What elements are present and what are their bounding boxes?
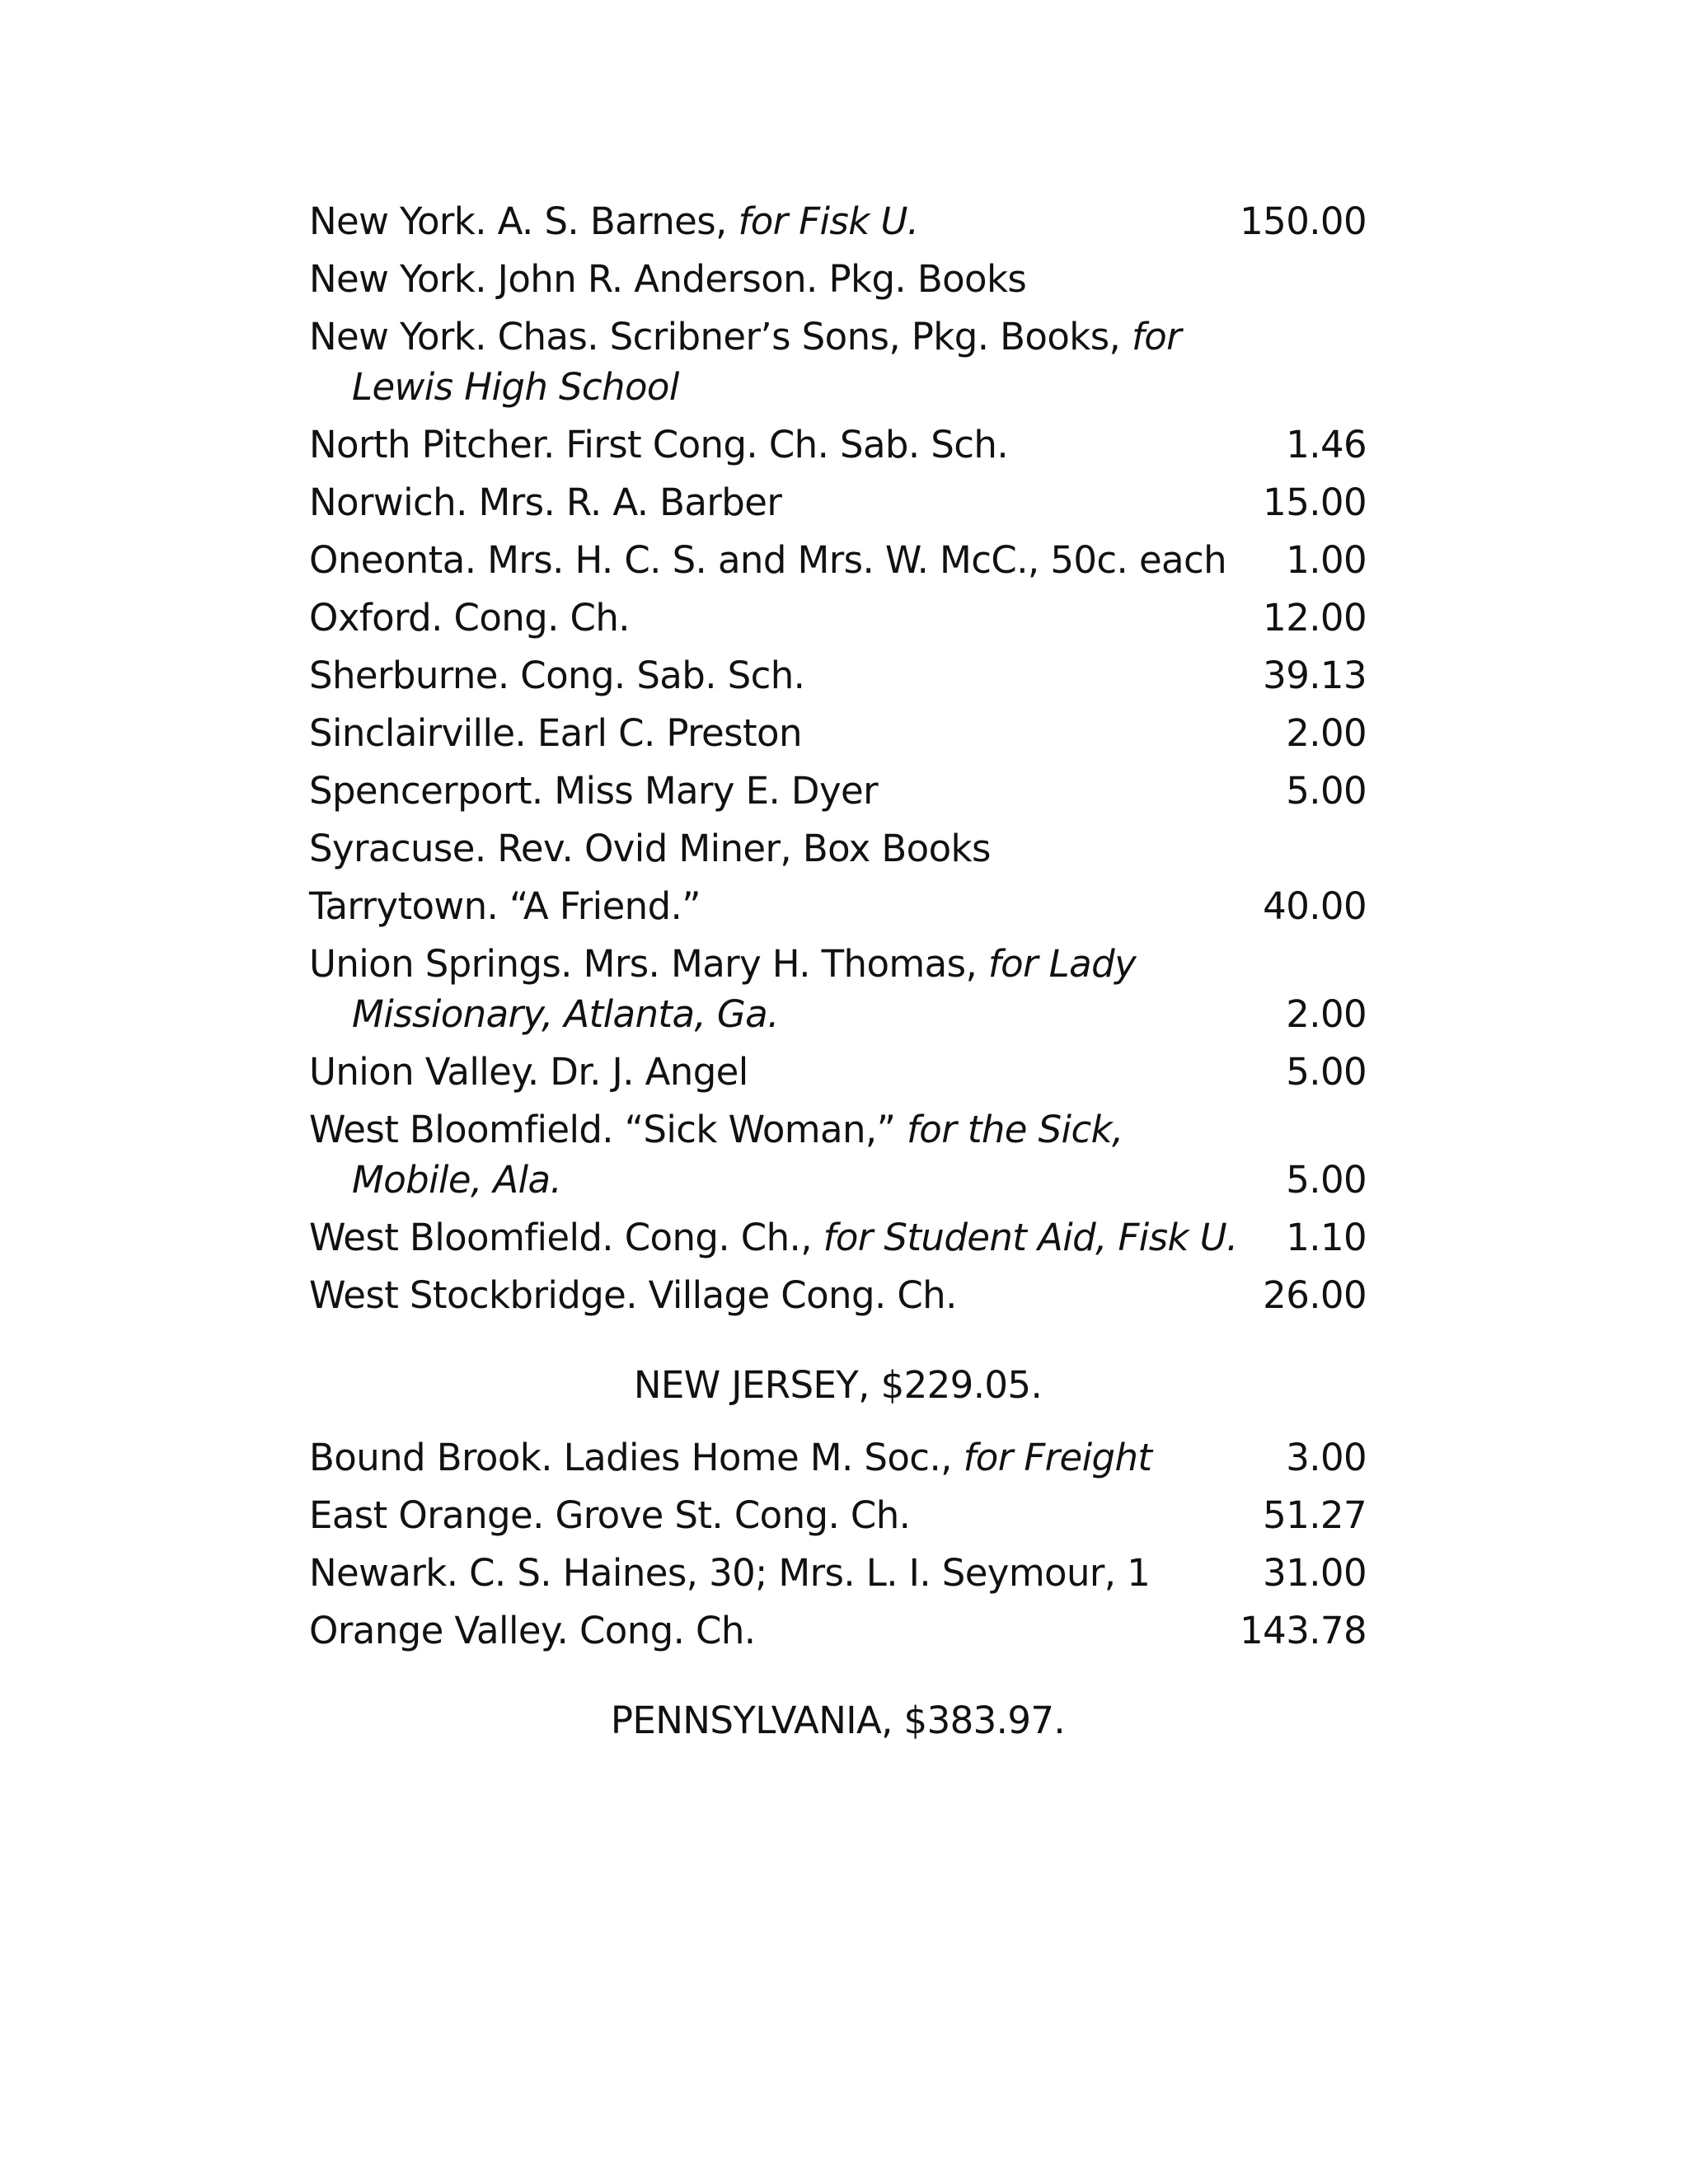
entry-place: Spencerport. Miss Mary E. Dyer <box>309 769 878 813</box>
list-item <box>309 708 1367 758</box>
entry-note: for Lady Missionary, Atlanta, Ga. <box>352 942 1137 1036</box>
entry-place: Bound Brook. Ladies Home M. Soc., <box>309 1436 964 1479</box>
entry-amount: 26.00 <box>1263 1273 1367 1317</box>
entry-place: East Orange. Grove St. Cong. Ch. <box>309 1493 911 1537</box>
entry-place: West Stockbridge. Village Cong. Ch. <box>309 1273 957 1317</box>
entry-amount: 1.00 <box>1286 538 1367 582</box>
entry-amount: 2.00 <box>1286 711 1367 755</box>
list-item <box>309 312 1367 412</box>
entry-place: New York. A. S. Barnes, <box>309 199 738 243</box>
entry-place: Oneonta. Mrs. H. C. S. and Mrs. W. McC., 50c. each <box>309 538 1227 582</box>
list-item <box>309 939 1367 1039</box>
entry-place: Oxford. Cong. Ch. <box>309 596 630 640</box>
entry-amount: 15.00 <box>1263 480 1367 524</box>
entry-amount: 31.00 <box>1263 1551 1367 1595</box>
entry-amount: 150.00 <box>1240 199 1367 243</box>
entry-place: Newark. C. S. Haines, 30; Mrs. L. I. Seymour, 1 <box>309 1551 1151 1595</box>
list-item <box>309 881 1367 931</box>
entry-place: North Pitcher. First Cong. Ch. Sab. Sch. <box>309 423 1009 466</box>
list-item <box>309 196 1367 246</box>
list-item <box>309 1548 1367 1598</box>
entry-place: West Bloomfield. Cong. Ch., <box>309 1216 823 1259</box>
list-item <box>309 1490 1367 1540</box>
list-item <box>309 650 1367 701</box>
entry-amount: 3.00 <box>1286 1436 1367 1479</box>
entry-place: Orange Valley. Cong. Ch. <box>309 1609 756 1652</box>
entry-note: for Fisk U. <box>738 199 919 243</box>
list-item <box>309 419 1367 470</box>
entry-note: for Student Aid, Fisk U. <box>823 1216 1238 1259</box>
entry-place: Tarrytown. “A Friend.” <box>309 884 701 928</box>
entry-amount: 51.27 <box>1263 1493 1367 1537</box>
entry-amount: 5.00 <box>1286 769 1367 813</box>
section-heading-new-jersey: NEW JERSEY, $229.05. <box>633 1363 1043 1407</box>
section-heading-pennsylvania: PENNSYLVANIA, $383.97. <box>610 1699 1066 1742</box>
list-item <box>309 823 1367 874</box>
list-item <box>309 477 1367 527</box>
list-item <box>309 1605 1367 1656</box>
entry-amount: 5.00 <box>1286 1050 1367 1094</box>
list-item <box>309 1104 1367 1205</box>
entry-amount: 143.78 <box>1240 1609 1367 1652</box>
entry-place: West Bloomfield. “Sick Woman,” <box>309 1108 907 1151</box>
entry-amount: 2.00 <box>1286 992 1367 1036</box>
entry-amount: 1.10 <box>1286 1216 1367 1259</box>
entry-amount: 1.46 <box>1286 423 1367 466</box>
entry-place: Union Springs. Mrs. Mary H. Thomas, <box>309 942 988 986</box>
entry-place: Syracuse. Rev. Ovid Miner, Box Books <box>309 827 991 870</box>
entry-place: Sinclairville. Earl C. Preston <box>309 711 802 755</box>
list-item <box>309 535 1367 585</box>
new-york-section <box>309 196 1367 1320</box>
list-item <box>309 766 1367 816</box>
entry-note: for Freight <box>963 1436 1152 1479</box>
document-page <box>309 196 1367 1768</box>
list-item <box>309 1270 1367 1320</box>
entry-note: for Lewis High School <box>352 315 1182 409</box>
list-item <box>309 1047 1367 1097</box>
list-item <box>309 254 1367 304</box>
entry-note: for the Sick, Mobile, Ala. <box>352 1108 1123 1202</box>
entry-amount: 12.00 <box>1263 596 1367 640</box>
entry-amount: 5.00 <box>1286 1158 1367 1202</box>
entry-place: New York. John R. Anderson. Pkg. Books <box>309 257 1027 301</box>
entry-place: Norwich. Mrs. R. A. Barber <box>309 480 782 524</box>
list-item <box>309 593 1367 643</box>
new-jersey-section <box>309 1432 1367 1656</box>
entry-place: Union Valley. Dr. J. Angel <box>309 1050 748 1094</box>
entry-place: New York. Chas. Scribner’s Sons, Pkg. Books, <box>309 315 1132 359</box>
entry-amount: 39.13 <box>1263 654 1367 697</box>
entry-amount: 40.00 <box>1263 884 1367 928</box>
list-item <box>309 1212 1367 1263</box>
list-item <box>309 1432 1367 1483</box>
entry-place: Sherburne. Cong. Sab. Sch. <box>309 654 805 697</box>
